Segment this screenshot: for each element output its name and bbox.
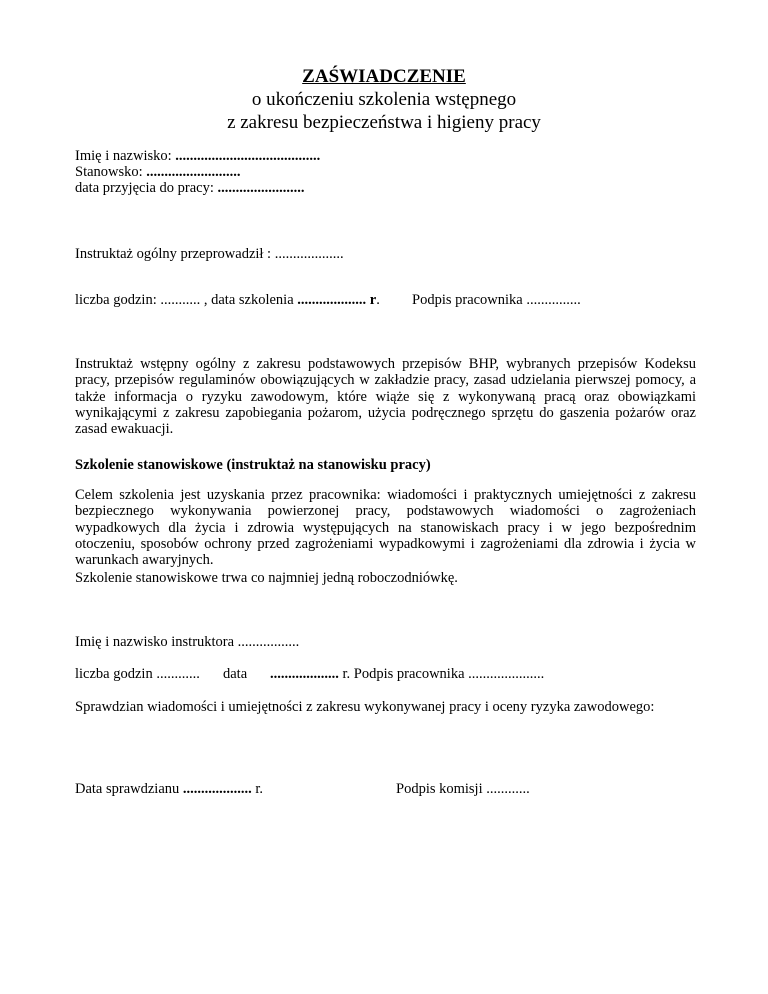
instructor-hours: liczba godzin ............ [75, 666, 200, 682]
position-label: Stanowsko: [75, 164, 147, 180]
committee-signature: Podpis komisji ............ [396, 781, 530, 797]
workplace-training-paragraph: Celem szkolenia jest uzyskania przez pracownika: wiadomości i praktycznych umiejętności z zakresu bezpiecznego wykonywania powierzonej pracy, podstawowych wiadomości o zagrożeniach wypadkowych dla życia i zdrowia występujących na stanowiskach pracy i w jego bezpośrednim otoczeniu, sposobów ochrony przed zagrożeniami wypadkowymi i zagrożeniami dla zdrowia i życia w warunkach awaryjnych. [75, 487, 696, 569]
general-date-end: . [376, 292, 380, 308]
hire-date-field [75, 180, 305, 196]
general-conducted-by: Instruktaż ogólny przeprowadził : ................... [75, 246, 344, 262]
exam-date-end: r. [251, 781, 264, 797]
instructor-date-dots: ................... [270, 666, 339, 682]
general-training-paragraph: Instruktaż wstępny ogólny z zakresu podstawowych przepisów BHP, wybranych przepisów Kodeksu pracy, przepisów regulaminów obowiązujących w zakładzie pracy, zasad udzielania pierwszej pomocy, a także informacja o ryzyku zawodowym, które wiąże się z wykonywaną pracą oraz obowiązkami wynikającymi z zakresu zapobiegania pożarom, użycia podręcznego sprzętu do gaszenia pożarów oraz zasad ewakuacji. [75, 356, 696, 438]
exam-date-label: Data sprawdzianu [75, 781, 183, 797]
exam-description: Sprawdzian wiadomości i umiejętności z zakresu wykonywanej pracy i oceny ryzyka zawodowego: [75, 699, 655, 715]
general-hours: liczba godzin: ........... , data szkolenia [75, 292, 298, 308]
position-dots: .......................... [146, 164, 241, 180]
document-title: ZAŚWIADCZENIE [302, 66, 466, 87]
exam-date-dots: ................... [182, 781, 252, 797]
general-hours-date-line [75, 292, 380, 308]
name-label: Imię i nazwisko: [75, 148, 176, 164]
instructor-date-end: r. Podpis pracownika ..................... [338, 666, 545, 682]
workplace-training-duration: Szkolenie stanowiskowe trwa co najmniej jedną roboczodniówkę. [75, 570, 458, 586]
document-subtitle-line-1: o ukończeniu szkolenia wstępnego [251, 89, 517, 110]
instructor-name-field: Imię i nazwisko instruktora ................. [75, 634, 300, 650]
exam-date-line [75, 781, 263, 797]
position-field [75, 164, 241, 180]
workplace-training-heading: Szkolenie stanowiskowe (instruktaż na stanowisku pracy) [75, 457, 431, 473]
name-dots: ........................................ [175, 148, 321, 164]
hire-date-label: data przyjęcia do pracy: [75, 180, 218, 196]
name-field [75, 148, 320, 164]
instructor-date-label: data [223, 666, 248, 682]
instructor-date-line [270, 666, 544, 682]
hire-date-dots: ........................ [217, 180, 305, 196]
general-employee-signature: Podpis pracownika ............... [412, 292, 581, 308]
document-subtitle-line-2: z zakresu bezpieczeństwa i higieny pracy [227, 112, 541, 133]
general-date-dots: ................... r [297, 292, 377, 308]
